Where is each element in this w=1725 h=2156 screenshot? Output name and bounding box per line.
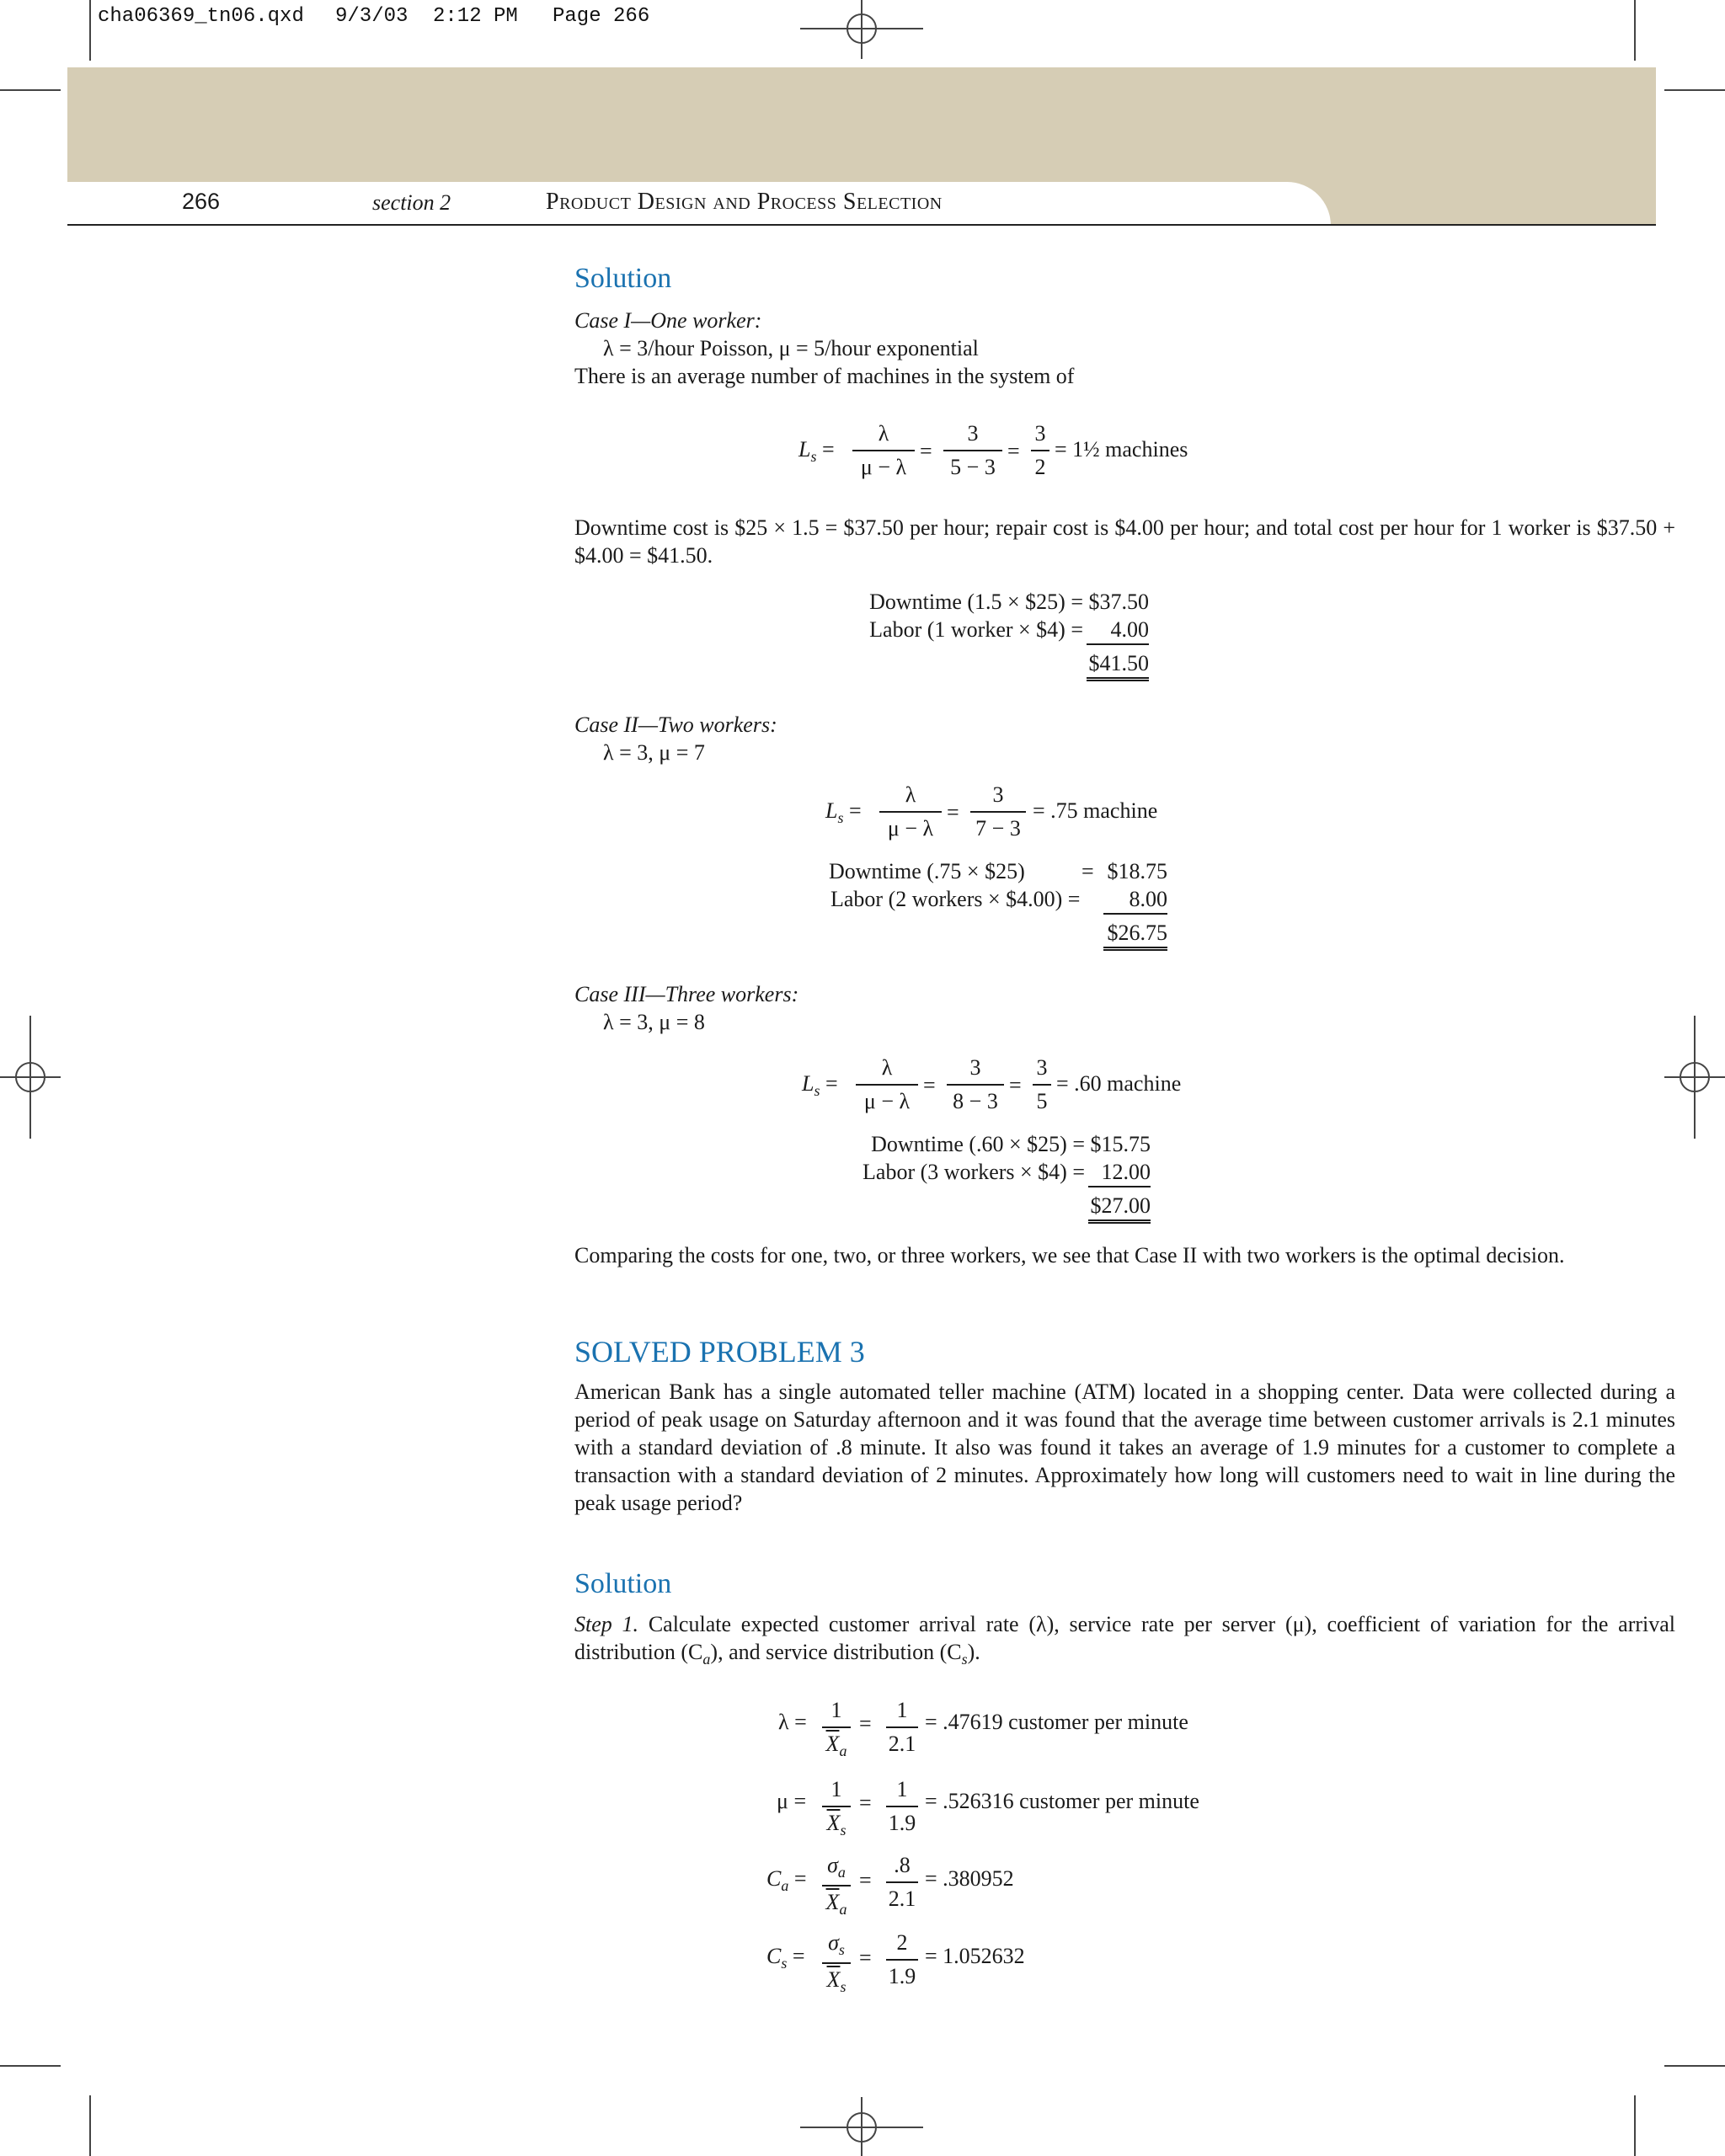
lambda-eq-lhs: λ = [778,1710,807,1734]
case1-eq-frac2: 3 5 − 3 [943,423,1002,478]
header-rule [67,224,1656,226]
case3-row1-value: $15.75 [1090,1132,1151,1156]
crop-mark [1634,2095,1636,2156]
equals-sign: = [859,1790,872,1815]
crop-mark [1664,2065,1725,2067]
case3-eq-lhs: $L_s$ = [802,1071,838,1100]
solution-heading: Solution [574,263,672,294]
case1-eq-frac1: λ μ − λ [852,423,915,478]
case2-row1-eq: = [1081,859,1094,883]
running-section: section 2 [372,190,451,215]
case1-eq-result: = 1½ machines [1055,437,1188,462]
case2-eq-frac2: 3 7 − 3 [970,784,1026,840]
lambda-eq-result: = .47619 customer per minute [925,1710,1188,1734]
case1-total: $41.50 [1087,649,1149,681]
case1-row2-label: Labor (1 worker × $4) = [869,617,1083,642]
registration-mark-icon [1664,1016,1725,1139]
crop-mark [1634,0,1636,61]
case3-total: $27.00 [1088,1192,1151,1224]
case3-eq-frac3: 3 5 [1033,1057,1051,1113]
ca-eq-lhs: $C_a$ = [766,1866,807,1895]
equals-sign: = [1007,439,1020,463]
ca-eq-result: = .380952 [925,1866,1014,1891]
case1-cost-text: Downtime cost is $25 × 1.5 = $37.50 per hour; repair cost is $4.00 per hour; and total cost per hour for 1 worker is $37.50 + $4.00 = $41.50. [574,515,1675,568]
slug-page: Page 266 [553,5,650,28]
case1-row2-value: 4.00 [1087,616,1149,645]
lambda-eq-frac2: 1 2.1 [886,1700,918,1755]
equals-sign: = [859,1945,872,1970]
case2-row1-label: Downtime (.75 × $25) [829,859,1025,883]
solution2-heading: Solution [574,1568,672,1599]
case1-row1-value: $37.50 [1088,590,1149,614]
equals-sign: = [947,800,959,825]
cs-eq-lhs: $C_s$ = [766,1944,805,1972]
page-number: 266 [182,189,221,214]
case1-row1-label: Downtime (1.5 × $25) = [869,590,1083,614]
case2-eq-frac1: λ μ − λ [879,784,942,840]
equals-sign: = [859,1868,872,1892]
crop-mark [0,2065,61,2067]
case1-eq-frac3: 3 2 [1031,423,1049,478]
case1-title: Case I—One worker: [574,308,762,333]
case2-title: Case II—Two workers: [574,712,777,737]
case1-intro: There is an average number of machines in the system of [574,364,1075,388]
case2-row2-value: 8.00 [1103,885,1167,915]
problem3-text: American Bank has a single automated teller machine (ATM) located in a shopping center. Data were collected during a period of peak usage on Saturday afternoon and it was found that the average time between customer arrivals is 2.1 minutes with a standard deviation of .8 minute. It also was found it takes an average of 1.9 minutes for a customer to complete a transaction with a standard deviation of 2 minutes. Approximately how long will customers need to wait in line during the peak usage period? [574,1380,1675,1515]
cs-eq-frac1: $\sigma_s$ $\overline{X}_s$ [822,1932,851,1994]
case1-params: λ = 3/hour Poisson, μ = 5/hour exponential [603,336,979,360]
crop-mark [1664,89,1725,91]
case3-row1-label: Downtime (.60 × $25) = [871,1132,1085,1156]
cs-eq-result: = 1.052632 [925,1944,1025,1968]
crop-mark [89,2095,91,2156]
registration-mark-icon [0,1016,61,1139]
case3-row2-label: Labor (3 workers × $4) = [862,1160,1085,1184]
slug-date: 9/3/03 [335,5,409,28]
case3-row2-value: 12.00 [1088,1158,1151,1187]
problem3-heading: SOLVED PROBLEM 3 [574,1335,865,1369]
ca-eq-frac1: $\sigma_a$ $\overline{X}_a$ [822,1854,851,1917]
case3-params: λ = 3, μ = 8 [603,1010,705,1034]
equals-sign: = [920,439,932,463]
slug-file: cha06369_tn06.qxd [98,5,304,28]
equals-sign: = [923,1073,936,1097]
step1-text: Step 1. Calculate expected customer arrival rate (λ), service rate per server (μ), coefficient of variation for the arrival distribution $(C_a)$, and service distribution $(C_s)$. [574,1612,1676,1668]
crop-mark [89,0,91,61]
ca-eq-frac2: .8 2.1 [886,1854,918,1910]
case3-title: Case III—Three workers: [574,982,799,1006]
registration-mark-icon [800,2097,923,2156]
case1-eq-lhs: $L_s$ = [798,437,835,466]
equals-sign: = [1009,1073,1022,1097]
case2-row2-label: Labor (2 workers × $4.00) = [830,887,1081,911]
slug-time: 2:12 PM [433,5,518,28]
case2-total: $26.75 [1103,919,1167,951]
case2-row1-value: $18.75 [1107,859,1167,883]
case3-eq-result: = .60 machine [1056,1071,1182,1096]
equals-sign: = [859,1711,872,1736]
mu-eq-result: = .526316 customer per minute [925,1789,1199,1813]
mu-eq-frac2: 1 1.9 [886,1779,918,1834]
conclusion-text: Comparing the costs for one, two, or three workers, we see that Case II with two workers is the optimal decision. [574,1243,1565,1267]
case3-eq-frac2: 3 8 − 3 [947,1057,1004,1113]
mu-eq-lhs: μ = [777,1789,807,1813]
case3-eq-frac1: λ μ − λ [856,1057,918,1113]
case2-eq-lhs: $L_s$ = [825,798,862,827]
cs-eq-frac2: 2 1.9 [886,1932,918,1988]
mu-eq-frac1: 1 $\overline{X}_s$ [822,1779,851,1838]
crop-mark [0,89,61,91]
case2-eq-result: = .75 machine [1033,798,1158,823]
lambda-eq-frac1: 1 $\overline{X}_a$ [822,1700,851,1758]
case2-params: λ = 3, μ = 7 [603,740,705,765]
registration-mark-icon [800,0,923,59]
running-title: Product Design and Process Selection [546,189,943,215]
